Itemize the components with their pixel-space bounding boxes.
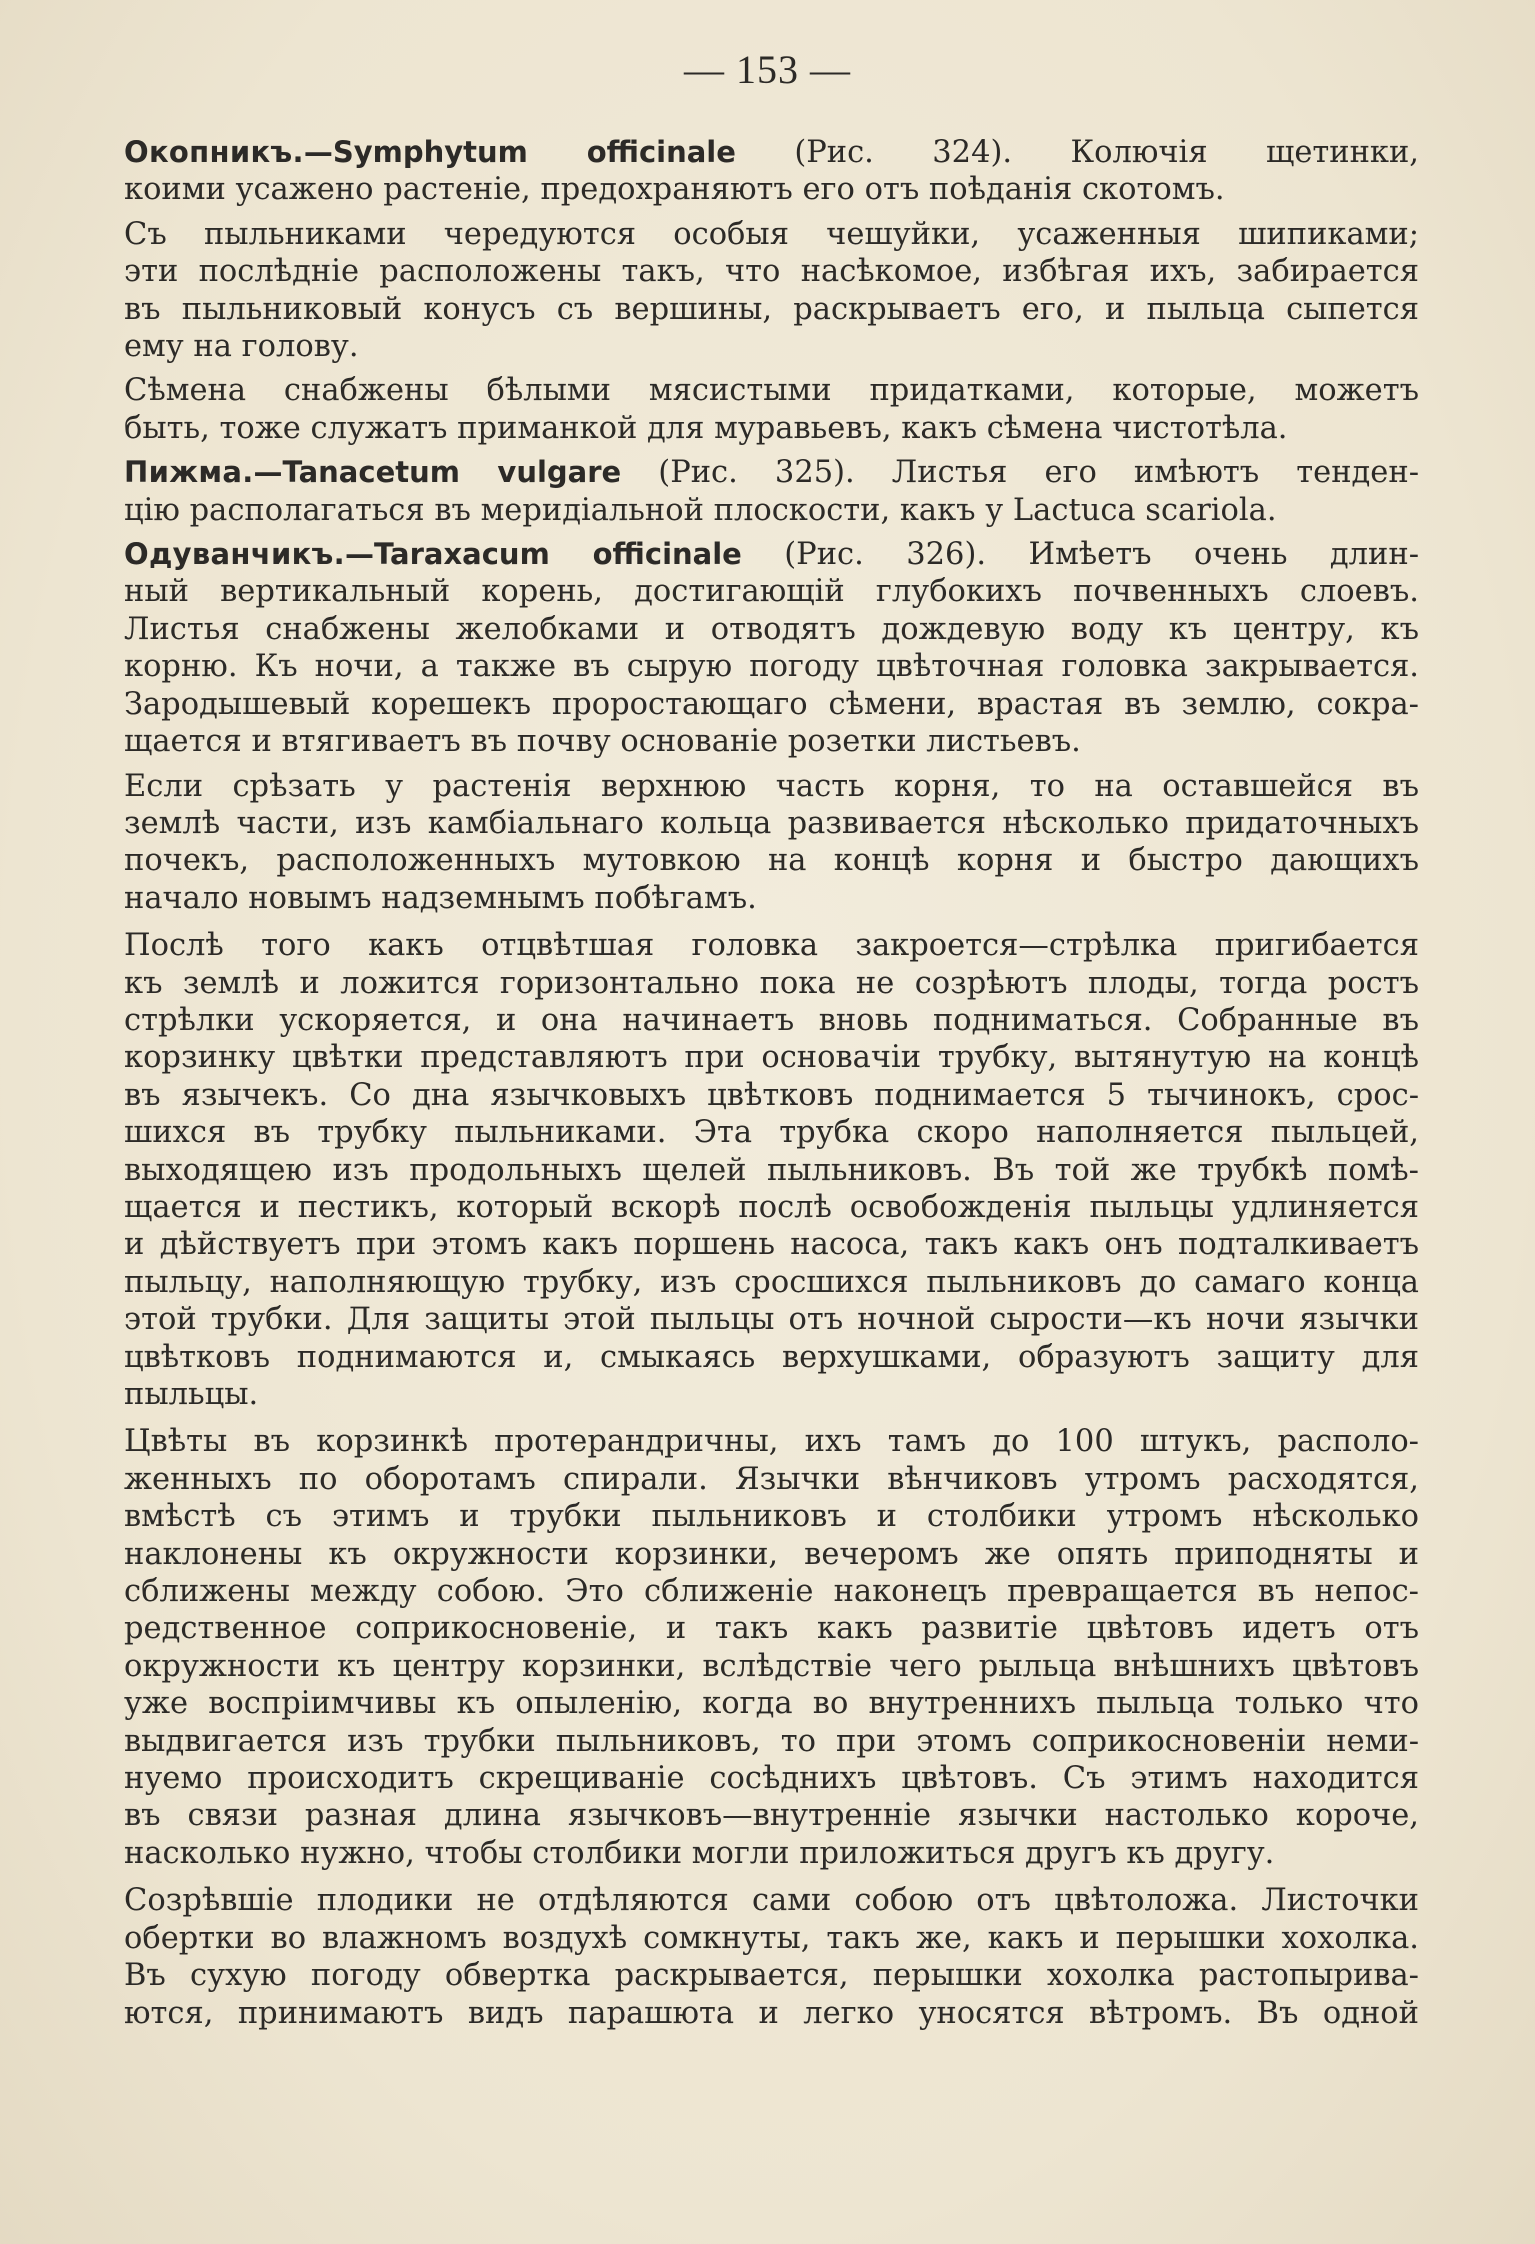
text-line: сближены между собою. Это сближеніе наконецъ превращается въ непос- (124, 1574, 1419, 1610)
text-line: пыльцы. (124, 1377, 259, 1412)
text-line: ются, принимаютъ видъ парашюта и легко уносятся вѣтромъ. Въ одной (124, 1995, 1419, 2031)
text-line: выходящею изъ продольныхъ щелей пыльниковъ. Въ той же трубкѣ помѣ- (124, 1152, 1419, 1188)
text-line: Цвѣты въ корзинкѣ протерандричны, ихъ тамъ до 100 штукъ, располо- (124, 1424, 1419, 1460)
text-line: окружности къ центру корзинки, вслѣдствіе чего рыльца внѣшнихъ цвѣтовъ (124, 1648, 1419, 1684)
text-line: землѣ части, изъ камбіальнаго кольца развивается нѣсколько придаточныхъ (124, 805, 1419, 841)
text-line: ный вертикальный корень, достигающій глубокихъ почвенныхъ слоевъ. (124, 574, 1419, 610)
text-line: нуемо происходитъ скрещиваніе сосѣднихъ цвѣтовъ. Съ этимъ находится (124, 1761, 1419, 1797)
text-line: вмѣстѣ съ этимъ и трубки пыльниковъ и столбики утромъ нѣсколько (124, 1499, 1419, 1535)
text-line: стрѣлки ускоряется, и она начинаетъ вновь подниматься. Собранные въ (124, 1002, 1419, 1038)
text-line: эти послѣдніе расположены такъ, что насѣкомое, избѣгая ихъ, забирается (124, 254, 1419, 290)
text-line: шихся въ трубку пыльниками. Эта трубка скоро наполняется пыльцей, (124, 1115, 1419, 1151)
text-line: почекъ, расположенныхъ мутовкою на концѣ корня и быстро дающихъ (124, 843, 1419, 879)
text-line: редственное соприкосновеніе, и такъ какъ развитіе цвѣтовъ идетъ отъ (124, 1611, 1419, 1647)
species-term: Пижма. (124, 455, 254, 490)
text-line: Въ сухую погоду обвертка раскрывается, перышки хохолка растопырива- (124, 1958, 1419, 1994)
text-line (124, 536, 1419, 573)
paragraph-taraxacum-2 (124, 768, 1419, 918)
text-line: щается и втягиваетъ въ почву основаніе розетки листьевъ. (124, 724, 1081, 760)
latin-name: —Tanacetum vulgare (253, 455, 622, 490)
paragraph-symphytum-3 (124, 372, 1419, 447)
text-line: женныхъ по оборотамъ спирали. Язычки вѣнчиковъ утромъ расходятся, (124, 1461, 1419, 1497)
paragraph-taraxacum-3 (124, 927, 1419, 1413)
paragraph-taraxacum-4 (124, 1423, 1419, 1872)
text-line: къ землѣ и ложится горизонтально пока не созрѣютъ плоды, тогда ростъ (124, 965, 1419, 1001)
text-line: въ язычекъ. Со дна язычковыхъ цвѣтковъ поднимается 5 тычинокъ, срос- (124, 1077, 1419, 1113)
line-text: (Рис. 325). Листья его имѣютъ тенден- (621, 455, 1419, 491)
text-line: начало новымъ надземнымъ побѣгамъ. (124, 880, 757, 916)
text-line: и дѣйствуетъ при этомъ какъ поршень насоса, такъ какъ онъ подталкиваетъ (124, 1227, 1419, 1263)
text-line: этой трубки. Для защиты этой пыльцы отъ ночной сырости—къ ночи язычки (124, 1302, 1419, 1338)
page-body (124, 134, 1419, 2042)
text-line: коими усажено растеніе, предохраняютъ его отъ поѣданія скотомъ. (124, 172, 1225, 208)
text-line: обертки во влажномъ воздухѣ сомкнуты, такъ же, какъ и перышки хохолка. (124, 1920, 1419, 1956)
latin-name: —Taraxacum officinale (344, 537, 742, 572)
text-line: ему на голову. (124, 329, 359, 365)
text-line: въ пыльниковый конусъ съ вершины, раскрываетъ его, и пыльца сыпется (124, 291, 1419, 327)
species-term: Одуванчикъ. (124, 537, 345, 572)
text-line: въ связи разная длина язычковъ—внутренніе язычки настолько короче, (124, 1798, 1419, 1834)
paragraph-taraxacum (124, 536, 1419, 760)
line-text: (Рис. 326). Имѣетъ очень длин- (741, 537, 1419, 573)
paragraph-tanacetum (124, 454, 1419, 529)
text-line: Созрѣвшіе плодики не отдѣляются сами собою отъ цвѣтоложа. Листочки (124, 1883, 1419, 1919)
text-line: уже воспріимчивы къ опыленію, когда во внутреннихъ пыльца только что (124, 1686, 1419, 1722)
text-line: корню. Къ ночи, а также въ сырую погоду цвѣточная головка закрывается. (124, 649, 1419, 685)
paragraph-symphytum-2 (124, 216, 1419, 366)
text-line: пыльцу, наполняющую трубку, изъ сросшихся пыльниковъ до самаго конца (124, 1264, 1419, 1300)
line-text: (Рис. 324). Колючія щетинки, (735, 135, 1419, 170)
text-line: корзинку цвѣтки представляютъ при основачіи трубку, вытянутую на концѣ (124, 1040, 1419, 1076)
text-line: цвѣтковъ поднимаются и, смыкаясь верхушками, образуютъ защиту для (124, 1339, 1419, 1375)
text-line: Сѣмена снабжены бѣлыми мясистыми придатками, которые, можетъ (124, 373, 1419, 409)
paragraph-symphytum (124, 134, 1419, 209)
text-line: Послѣ того какъ отцвѣтшая головка закроется—стрѣлка пригибается (124, 928, 1419, 964)
latin-name: —Symphytum officinale (303, 135, 736, 169)
text-line (124, 454, 1419, 491)
text-line: Зародышевый корешекъ проростающаго сѣмени, врастая въ землю, сокра- (124, 686, 1419, 722)
text-line: быть, тоже служатъ приманкой для муравьевъ, какъ сѣмена чистотѣла. (124, 410, 1288, 446)
text-line: цію располагаться въ меридіальной плоскости, какъ у Lactuca scariola. (124, 492, 1277, 528)
text-line: Если срѣзать у растенія верхнюю часть корня, то на оставшейся въ (124, 768, 1419, 804)
text-line: выдвигается изъ трубки пыльниковъ, то при этомъ соприкосновеніи неми- (124, 1723, 1419, 1759)
species-term: Окопникъ. (124, 135, 304, 169)
page-number: — 153 — (684, 47, 851, 92)
paragraph-taraxacum-5 (124, 1882, 1419, 2032)
text-line: наклонены къ окружности корзинки, вечеромъ же опять приподняты и (124, 1536, 1419, 1572)
text-line: Съ пыльниками чередуются особыя чешуйки, усаженныя шипиками; (124, 216, 1419, 252)
text-line (124, 134, 1419, 171)
text-line: щается и пестикъ, который вскорѣ послѣ освобожденія пыльцы удлиняется (124, 1189, 1419, 1225)
text-line: Листья снабжены желобками и отводятъ дождевую воду къ центру, къ (124, 611, 1419, 647)
text-line: насколько нужно, чтобы столбики могли приложиться другъ къ другу. (124, 1835, 1275, 1871)
